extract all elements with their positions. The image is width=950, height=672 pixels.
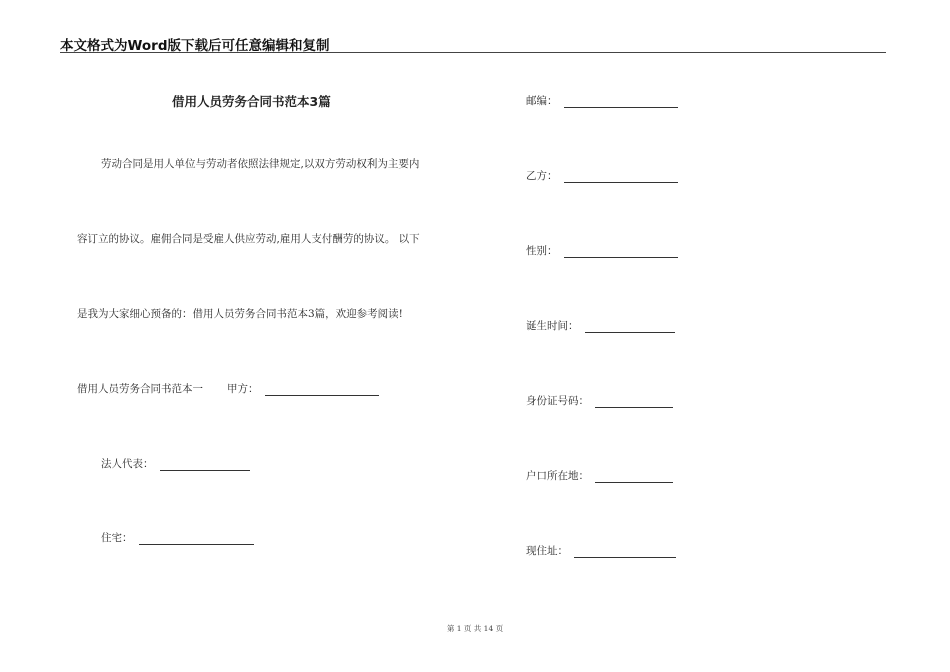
birth-date-row xyxy=(526,318,675,333)
intro-paragraph-line-1: 劳动合同是用人单位与劳动者依照法律规定,以双方劳动权利为主要内 xyxy=(101,158,420,170)
legal-rep-blank xyxy=(160,460,250,471)
address-label: 现住址： xyxy=(526,545,568,557)
gender-blank xyxy=(564,247,678,258)
postcode-blank xyxy=(564,97,678,108)
postcode-label: 邮编： xyxy=(526,95,558,107)
residence-blank xyxy=(139,534,254,545)
party-b-blank xyxy=(564,172,678,183)
intro-paragraph-line-3: 是我为大家细心预备的：借用人员劳务合同书范本3篇，欢迎参考阅读! xyxy=(77,308,403,320)
intro-paragraph-line-2: 容订立的协议。雇佣合同是受雇人供应劳动,雇用人支付酬劳的协议。 以下 xyxy=(77,233,420,245)
birth-date-blank xyxy=(585,322,675,333)
residence-label: 住宅： xyxy=(101,532,133,544)
legal-rep-row xyxy=(101,456,250,471)
address-blank xyxy=(574,547,676,558)
legal-rep-label: 法人代表： xyxy=(101,458,154,470)
party-b-row xyxy=(526,168,678,183)
id-number-blank xyxy=(595,397,673,408)
household-row xyxy=(526,468,673,483)
residence-row xyxy=(101,530,254,545)
section-one-label: 借用人员劳务合同书范本一 xyxy=(77,383,203,395)
postcode-row xyxy=(526,93,678,108)
gender-row xyxy=(526,243,678,258)
address-row xyxy=(526,543,676,558)
section-one-row xyxy=(77,381,379,396)
party-a-label: 甲方： xyxy=(227,383,259,395)
id-number-row xyxy=(526,393,673,408)
gender-label: 性别： xyxy=(526,245,558,257)
party-a-blank xyxy=(265,385,379,396)
party-b-label: 乙方： xyxy=(526,170,558,182)
birth-date-label: 诞生时间： xyxy=(526,320,579,332)
document-title: 借用人员劳务合同书范本3篇 xyxy=(172,94,331,109)
household-blank xyxy=(595,472,673,483)
id-number-label: 身份证号码： xyxy=(526,395,589,407)
download-banner: 本文格式为Word版下载后可任意编辑和复制 xyxy=(60,38,330,54)
household-label: 户口所在地： xyxy=(526,470,589,482)
header-divider xyxy=(60,52,886,53)
page-number: 第 1 页 共 14 页 xyxy=(446,624,504,633)
